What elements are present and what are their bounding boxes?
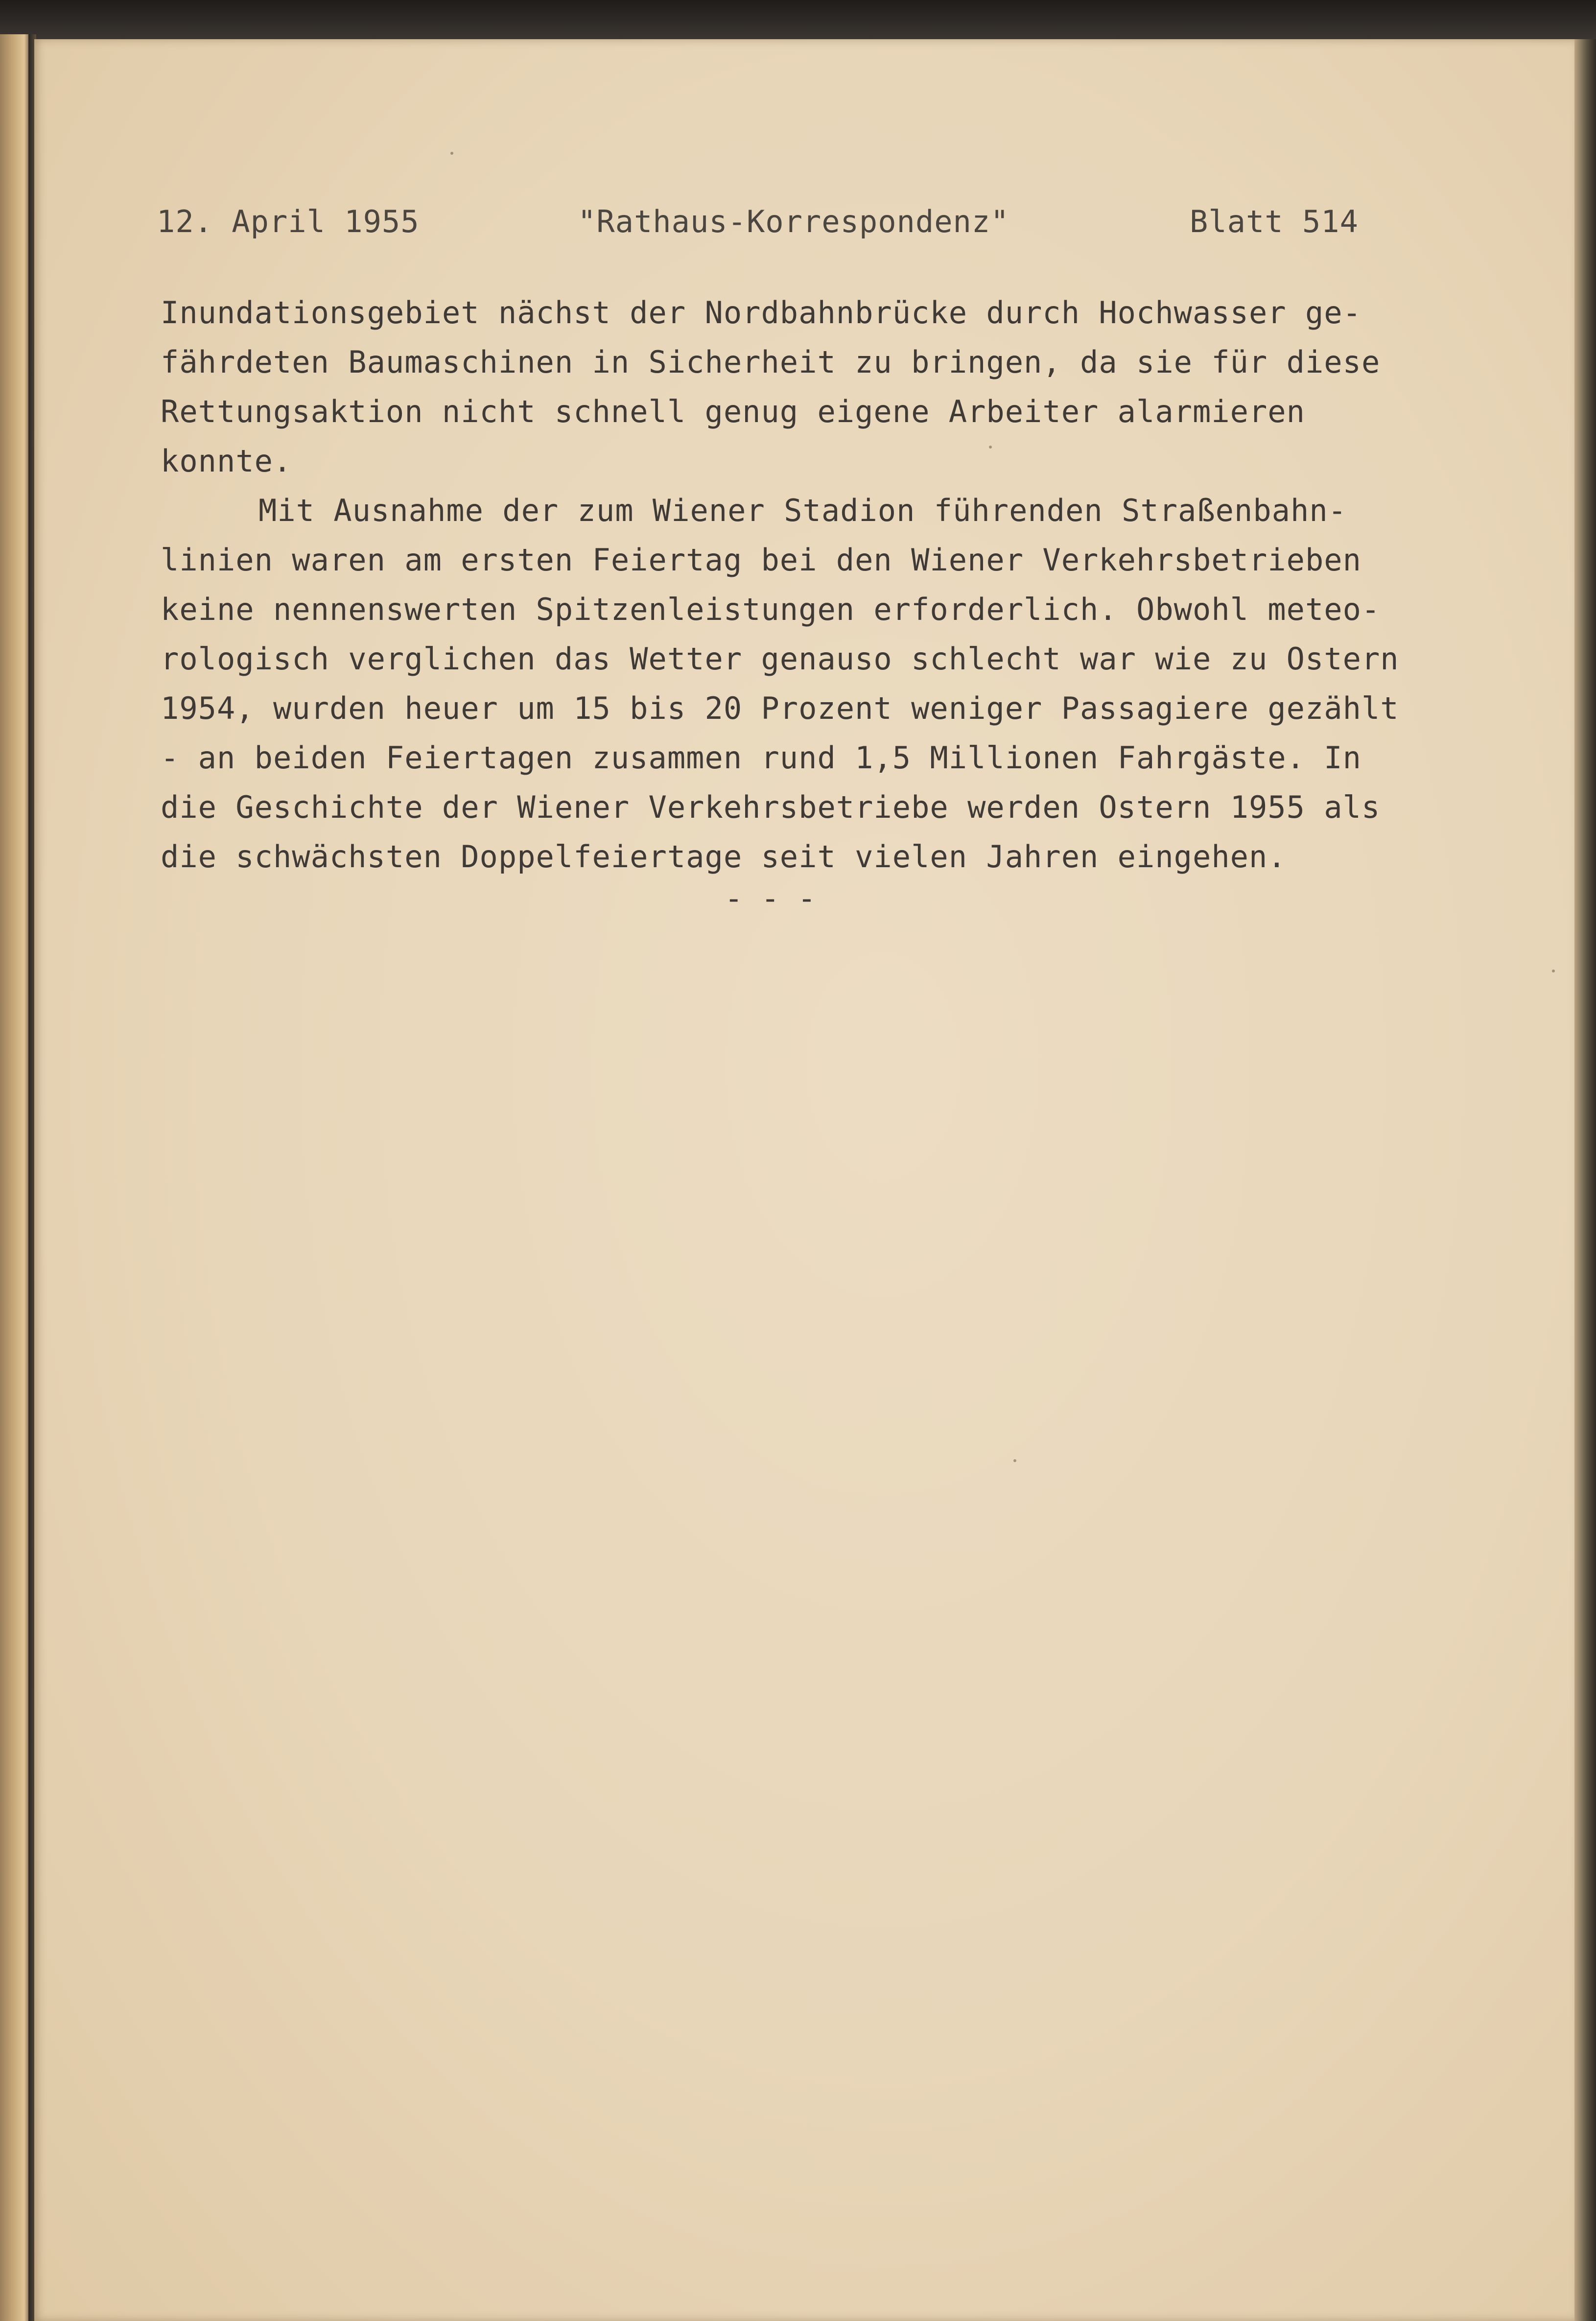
scanner-shadow [0,0,1596,40]
text-line: 1954, wurden heuer um 15 bis 20 Prozent weniger Passagiere gezählt [161,690,1399,726]
text-line: Inundationsgebiet nächst der Nordbahnbrücke durch Hochwasser ge- [161,295,1361,331]
text-line: fährdeten Baumaschinen in Sicherheit zu bringen, da sie für diese [161,344,1381,380]
facing-page-edge [0,34,30,2321]
text-line: konnte. [161,443,292,479]
text-line: rologisch verglichen das Wetter genauso schlecht war wie zu Ostern [161,641,1399,677]
header-publication: "Rathaus-Korrespondenz" [578,204,1009,239]
page-header [157,204,1390,248]
document-page [34,39,1576,2321]
paper-speck [450,152,453,155]
text-line: keine nennenswerten Spitzenleistungen erforderlich. Obwohl meteo- [161,592,1381,627]
header-date: 12. April 1955 [157,204,420,239]
paper-speck [1013,1459,1016,1462]
text-line: die schwächsten Doppelfeiertage seit vielen Jahren eingehen. [161,839,1287,875]
text-line: - an beiden Feiertagen zusammen rund 1,5 Millionen Fahrgäste. In [161,740,1361,776]
text-line: linien waren am ersten Feiertag bei den Wiener Verkehrsbetrieben [161,542,1361,578]
header-sheet-number: Blatt 514 [1190,204,1359,239]
page-right-edge [1574,39,1596,2321]
paper-speck [1552,970,1555,972]
end-mark: - - - [725,880,816,916]
body-text [161,288,1531,881]
text-line: Rettungsaktion nicht schnell genug eigene Arbeiter alarmieren [161,394,1305,429]
text-line: die Geschichte der Wiener Verkehrsbetriebe werden Ostern 1955 als [161,789,1381,825]
paragraph-start-line: Mit Ausnahme der zum Wiener Stadion führenden Straßenbahn- [258,493,1347,528]
